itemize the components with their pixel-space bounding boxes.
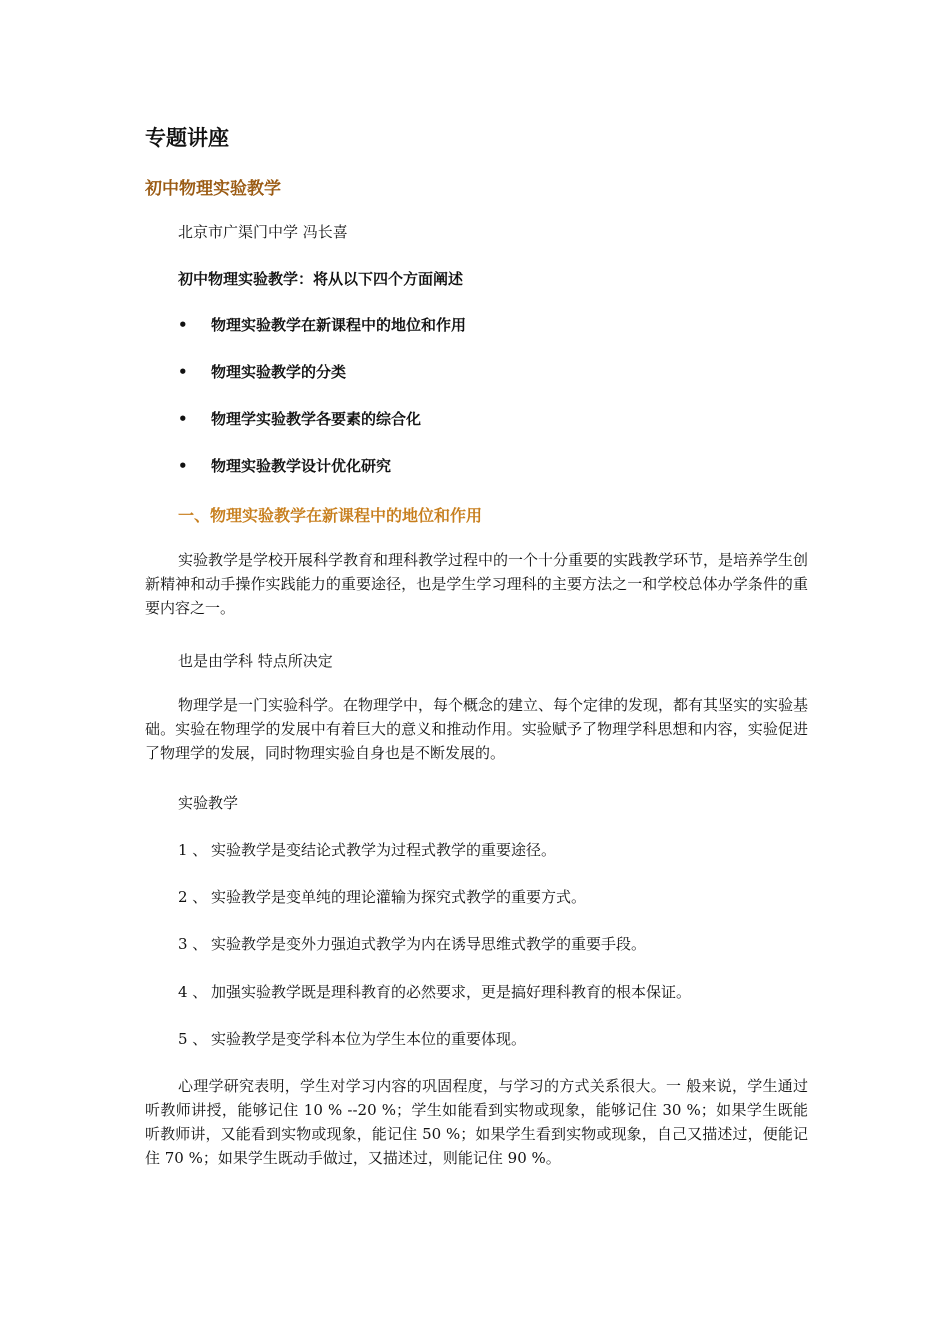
bullet-text: 物理实验教学的分类	[211, 363, 347, 381]
page-title: 专题讲座	[145, 126, 229, 150]
numbered-item	[178, 1029, 526, 1049]
item-number: 5 、	[178, 1030, 208, 1048]
numbered-item	[178, 887, 586, 907]
numbered-item	[178, 982, 691, 1002]
bullet-text: 物理学实验教学各要素的综合化	[211, 410, 422, 428]
item-text: 实验教学是变外力强迫式教学为内在诱导思维式教学的重要手段。	[211, 935, 647, 953]
item-text: 实验教学是变结论式教学为过程式教学的重要途径。	[211, 841, 557, 859]
intro-line: 初中物理实验教学：将从以下四个方面阐述	[178, 270, 464, 288]
bullet-text: 物理实验教学设计优化研究	[211, 457, 392, 475]
item-text: 实验教学是变学科本位为学生本位的重要体现。	[211, 1030, 527, 1048]
item-number: 1 、	[178, 841, 208, 859]
numbered-item	[178, 840, 556, 860]
bullet-text: 物理实验教学在新课程中的地位和作用	[211, 316, 467, 334]
paragraph-experiment-teaching: 实验教学是学校开展科学教育和理科教学过程中的一个十分重要的实践教学环节，是培养学生创新精神和动手操作实践能力的重要途径，也是学生学习理科的主要方法之一和学校总体办学条件的重要内容之一。	[145, 551, 809, 617]
item-number: 4 、	[178, 983, 208, 1001]
document-subtitle: 初中物理实验教学	[145, 179, 281, 199]
experiment-teaching-label: 实验教学	[178, 794, 239, 812]
section-heading: 一、物理实验教学在新课程中的地位和作用	[178, 506, 483, 525]
author-line: 北京市广渠门中学 冯长喜	[178, 223, 348, 241]
discipline-line: 也是由学科 特点所决定	[178, 652, 333, 670]
item-text: 加强实验教学既是理科教育的必然要求，更是搞好理科教育的根本保证。	[211, 983, 692, 1001]
bullet-icon: •	[178, 363, 188, 381]
paragraph-psychology: 心理学研究表明，学生对学习内容的巩固程度，与学习的方式关系很大。一 般来说，学生通过听教师讲授，能够记住 10 % --20 %；学生如能看到实物或现象，能够记住 30 %；如果学生既能听教师讲，又能看到实物或现象，能记住 50 %；如果学生看到实物或现象，自己又描述过，便能记住 70 %；如果学生既动手做过，又描述过，则能记住 90 %。	[145, 1077, 808, 1167]
item-text: 实验教学是变单纯的理论灌输为探究式教学的重要方式。	[211, 888, 587, 906]
bullet-icon: •	[178, 316, 188, 334]
paragraph-physics: 物理学是一门实验科学。在物理学中，每个概念的建立、每个定律的发现，都有其坚实的实验基础。实验在物理学的发展中有着巨大的意义和推动作用。实验赋予了物理学科思想和内容，实验促进了物理学的发展，同时物理实验自身也是不断发展的。	[145, 696, 809, 762]
numbered-item	[178, 934, 646, 954]
item-number: 2 、	[178, 888, 208, 906]
bullet-icon: •	[178, 457, 188, 475]
item-number: 3 、	[178, 935, 208, 953]
bullet-icon: •	[178, 410, 188, 428]
